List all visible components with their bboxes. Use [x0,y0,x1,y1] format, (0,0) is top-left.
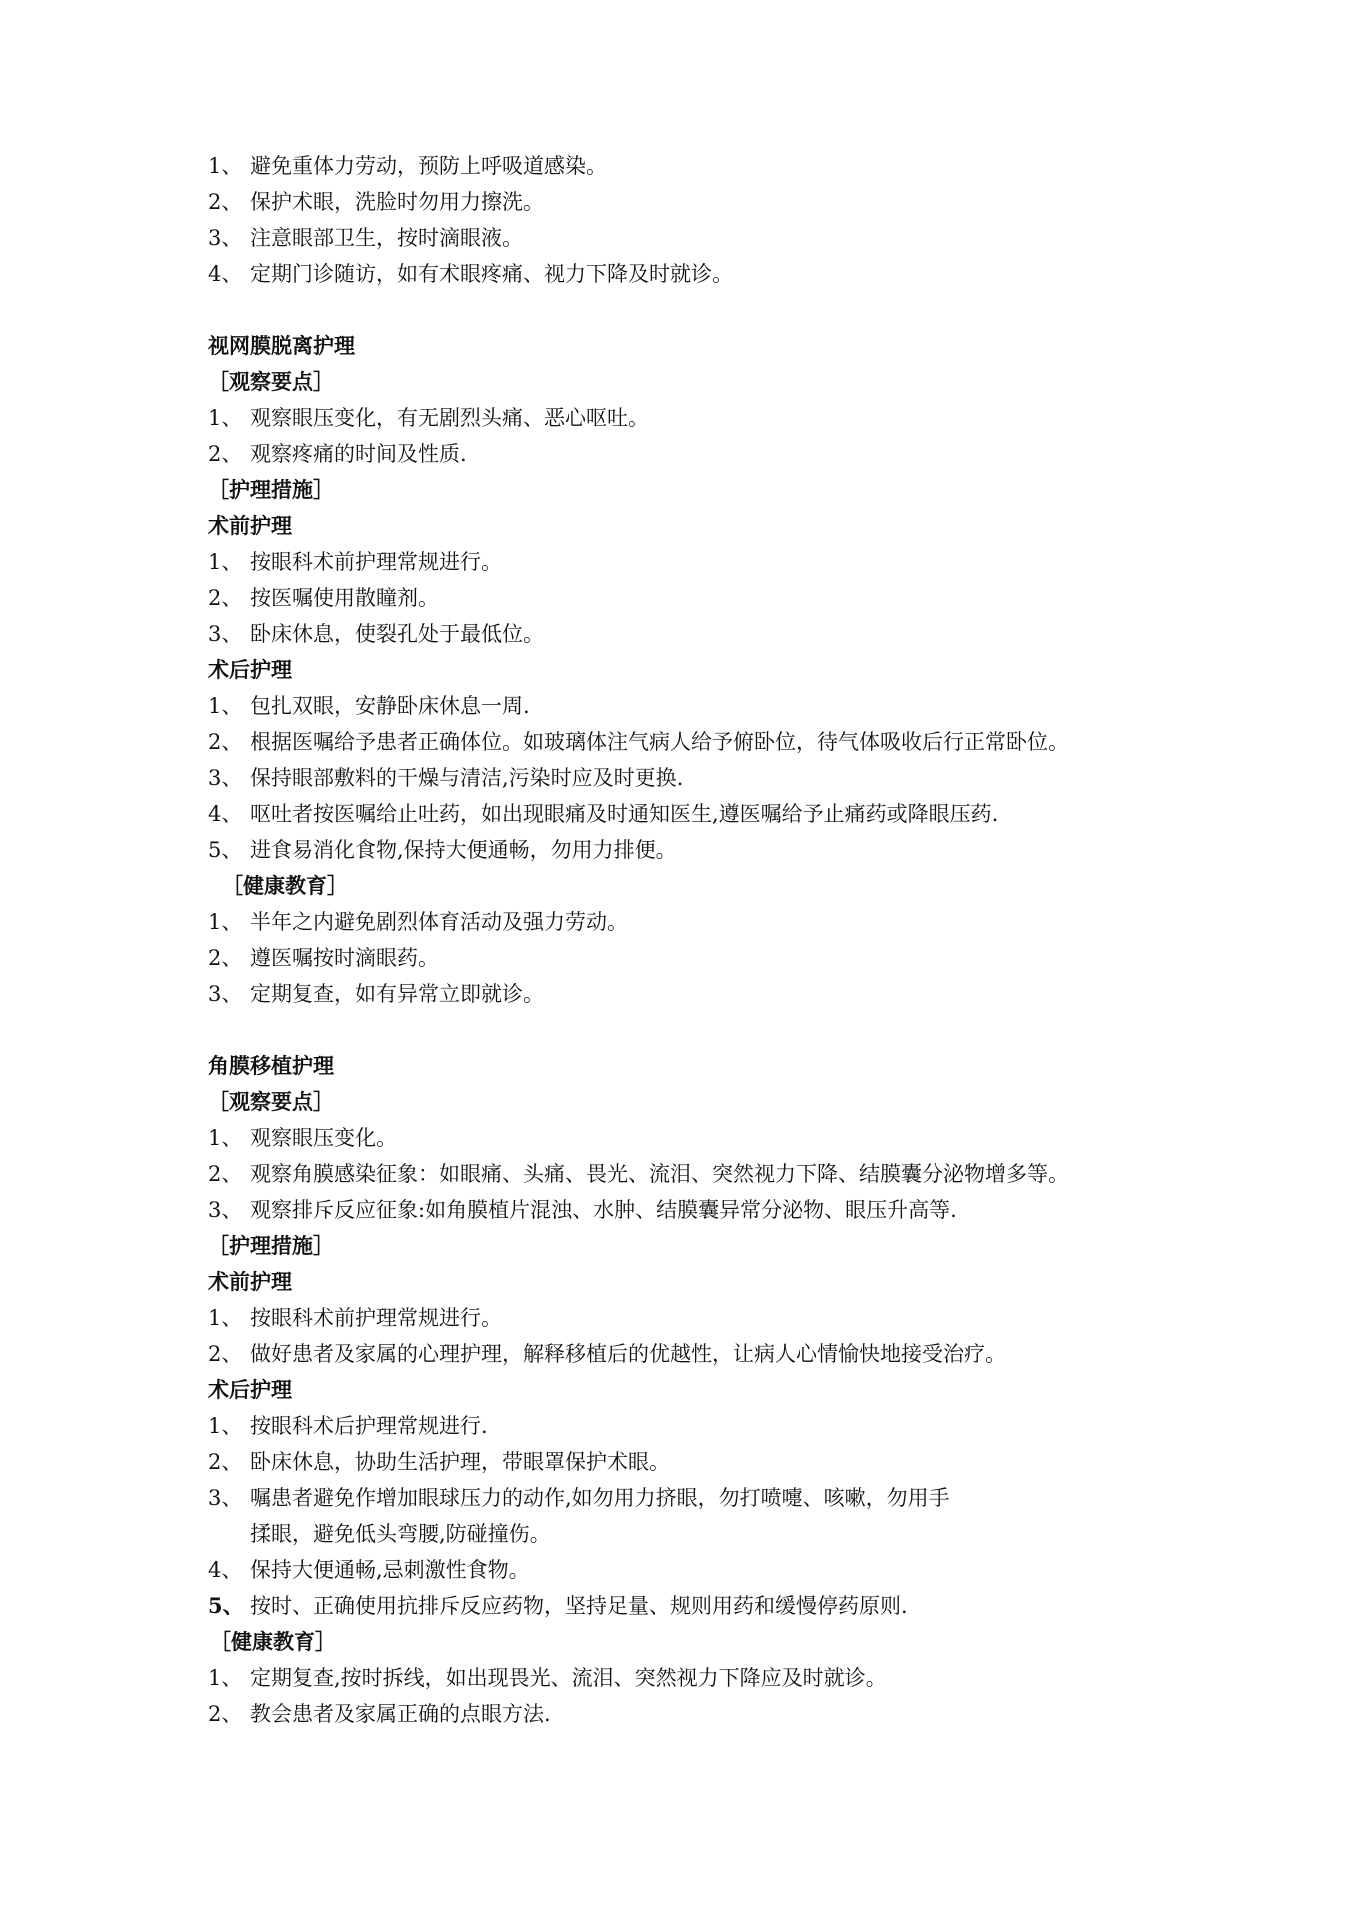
item-number: 5、 [208,838,243,862]
item-number: 1、 [208,910,243,934]
list-item [208,1192,1188,1228]
observe-heading: ［观察要点］ [208,1089,334,1114]
item-number: 2、 [208,442,243,466]
item-number: 1、 [208,1126,243,1150]
item-number: 3、 [208,1198,243,1222]
item-text: 按时、正确使用抗排斥反应药物，坚持足量、规则用药和缓慢停药原则. [250,1594,908,1618]
item-text: 保持眼部敷料的干燥与清洁,污染时应及时更换. [250,766,684,790]
item-number: 2、 [208,1702,243,1726]
item-number: 5、 [208,1593,244,1618]
list-item [208,940,1188,976]
list-item [208,796,1188,832]
item-number: 2、 [208,946,243,970]
item-text: 观察角膜感染征象：如眼痛、头痛、畏光、流泪、突然视力下降、结膜囊分泌物增多等。 [250,1162,1069,1186]
postop-heading: 术后护理 [208,1377,292,1402]
list-item [208,688,1188,724]
item-text: 嘱患者避免作增加眼球压力的动作,如勿用力挤眼，勿打喷嚏、咳嗽，勿用手揉眼，避免低头弯腰,防碰撞伤。 [250,1486,950,1546]
item-number: 2、 [208,730,243,754]
item-number: 3、 [208,766,243,790]
item-text: 定期复查，如有异常立即就诊。 [250,982,544,1006]
list-item [208,544,1188,580]
item-text: 注意眼部卫生，按时滴眼液。 [250,226,523,250]
item-text: 避免重体力劳动，预防上呼吸道感染。 [250,154,607,178]
item-number: 1、 [208,154,243,178]
list-item [208,1120,1188,1156]
list-item [208,1300,1188,1336]
list-item [208,1480,1188,1552]
list-item [208,400,1188,436]
item-text: 按医嘱使用散瞳剂。 [250,586,439,610]
measures-heading: ［护理措施］ [208,1233,334,1258]
item-text: 观察眼压变化，有无剧烈头痛、恶心呕吐。 [250,406,649,430]
item-number: 1、 [208,1414,243,1438]
item-number: 2、 [208,1162,243,1186]
item-number: 2、 [208,1450,243,1474]
list-item [208,1156,1188,1192]
measures-heading: ［护理措施］ [208,477,334,502]
list-item [208,256,1188,292]
item-text: 半年之内避免剧烈体育活动及强力劳动。 [250,910,628,934]
education-heading: ［健康教育］ [210,1629,336,1654]
item-text: 卧床休息，协助生活护理，带眼罩保护术眼。 [250,1450,670,1474]
cornea-section [208,1048,1188,1732]
spacer [208,292,1188,328]
item-text: 观察排斥反应征象:如角膜植片混浊、水肿、结膜囊异常分泌物、眼压升高等. [250,1198,957,1222]
list-item [208,1408,1188,1444]
list-item [208,1336,1188,1372]
item-number: 1、 [208,550,243,574]
list-item [208,724,1188,760]
item-text: 定期门诊随访，如有术眼疼痛、视力下降及时就诊。 [250,262,733,286]
observe-heading: ［观察要点］ [208,369,334,394]
item-number: 3、 [208,982,243,1006]
item-number: 1、 [208,694,243,718]
item-text: 按眼科术前护理常规进行。 [250,550,502,574]
item-number: 1、 [208,406,243,430]
list-item [208,1660,1188,1696]
item-text: 定期复查,按时拆线，如出现畏光、流泪、突然视力下降应及时就诊。 [250,1666,887,1690]
section-title: 视网膜脱离护理 [208,333,355,358]
item-text: 教会患者及家属正确的点眼方法. [250,1702,551,1726]
spacer [208,1012,1188,1048]
preop-heading: 术前护理 [208,513,292,538]
item-number: 3、 [208,226,243,250]
item-number: 1、 [208,1306,243,1330]
item-text: 保持大便通畅,忌刺激性食物。 [250,1558,530,1582]
item-text: 遵医嘱按时滴眼药。 [250,946,439,970]
item-text: 按眼科术前护理常规进行。 [250,1306,502,1330]
item-number: 2、 [208,190,243,214]
item-text: 进食易消化食物,保持大便通畅，勿用力排便。 [250,838,677,862]
list-item [208,1696,1188,1732]
item-text: 卧床休息，使裂孔处于最低位。 [250,622,544,646]
item-number: 2、 [208,586,243,610]
list-item [208,148,1188,184]
item-text: 保护术眼，洗脸时勿用力擦洗。 [250,190,544,214]
list-item [208,436,1188,472]
item-number: 4、 [208,1558,243,1582]
postop-heading: 术后护理 [208,657,292,682]
list-item [208,220,1188,256]
item-text: 按眼科术后护理常规进行. [250,1414,488,1438]
item-text: 根据医嘱给予患者正确体位。如玻璃体注气病人给予俯卧位，待气体吸收后行正常卧位。 [250,730,1069,754]
item-number: 3、 [208,622,243,646]
item-text: 观察眼压变化。 [250,1126,397,1150]
list-item [208,904,1188,940]
preop-heading: 术前护理 [208,1269,292,1294]
item-text: 呕吐者按医嘱给止吐药，如出现眼痛及时通知医生,遵医嘱给予止痛药或降眼压药. [250,802,999,826]
list-item [208,184,1188,220]
list-item [208,1444,1188,1480]
item-number: 4、 [208,802,243,826]
list-item [208,760,1188,796]
list-item [208,616,1188,652]
document-page [208,148,1188,1732]
section-title: 角膜移植护理 [208,1053,334,1078]
item-text: 做好患者及家属的心理护理，解释移植后的优越性，让病人心情愉快地接受治疗。 [250,1342,1006,1366]
intro-list [208,148,1188,292]
education-heading: ［健康教育］ [222,873,348,898]
item-number: 4、 [208,262,243,286]
item-number: 1、 [208,1666,243,1690]
list-item [208,832,1188,868]
item-text: 观察疼痛的时间及性质. [250,442,467,466]
item-number: 2、 [208,1342,243,1366]
list-item [208,1552,1188,1588]
list-item [208,976,1188,1012]
item-text: 包扎双眼，安静卧床休息一周. [250,694,530,718]
list-item [208,580,1188,616]
retina-section [208,328,1188,1012]
item-number: 3、 [208,1486,243,1510]
list-item [208,1588,1188,1624]
